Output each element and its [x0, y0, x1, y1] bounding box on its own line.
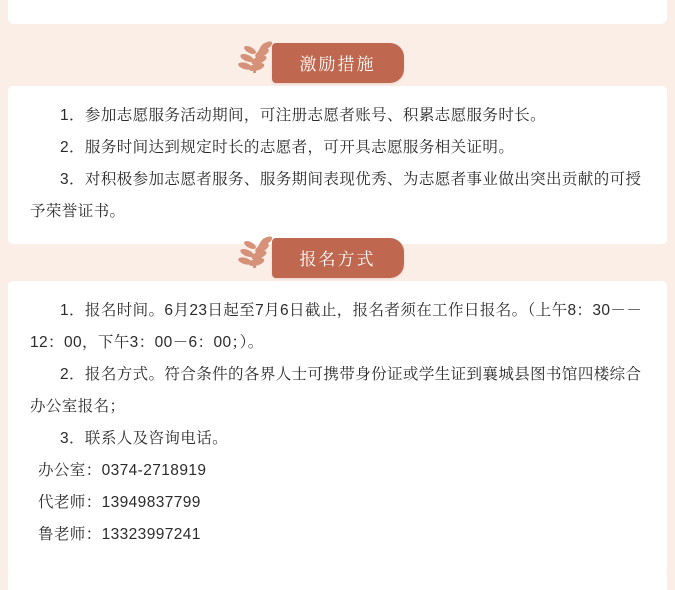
paragraph: 1．参加志愿服务活动期间，可注册志愿者账号、积累志愿服务时长。 [60, 107, 547, 124]
section-banner-incentives [272, 43, 404, 83]
section-header-incentives [8, 40, 667, 86]
wheat-leaf-icon [236, 232, 280, 278]
section-banner-registration-label: 报名方式 [299, 250, 376, 269]
top-white-strip [8, 0, 667, 24]
contact-office: 办公室：0374-2718919 [38, 462, 207, 479]
section-banner-incentives-label: 激励措施 [299, 55, 376, 74]
section-registration [8, 235, 667, 573]
paragraph: 2．服务时间达到规定时长的志愿者，可开具志愿服务相关证明。 [60, 139, 515, 156]
section-banner-registration [272, 238, 404, 278]
paragraph: 3．对积极参加志愿者服务、服务期间表现优秀、为志愿者事业做出突出贡献的可授予荣誉证书。 [30, 171, 642, 220]
section-header-registration [8, 235, 667, 281]
paragraph: 1．报名时间。6月23日起至7月6日截止，报名者须在工作日报名。（上午8：30－－12：00，下午3：00－6：00；）。 [30, 302, 643, 351]
paragraph: 2．报名方式。符合条件的各界人士可携带身份证或学生证到襄城县图书馆四楼综合办公室报名； [30, 366, 642, 415]
contact-teacher-lu: 鲁老师：13323997241 [38, 526, 201, 543]
paragraph: 3．联系人及咨询电话。 [60, 430, 229, 447]
section-body-incentives [8, 86, 667, 244]
bottom-white-strip [8, 568, 667, 590]
section-incentives [8, 40, 667, 244]
section-body-registration [8, 281, 667, 573]
wheat-leaf-icon [236, 37, 280, 83]
contact-teacher-dai: 代老师：13949837799 [38, 494, 201, 511]
